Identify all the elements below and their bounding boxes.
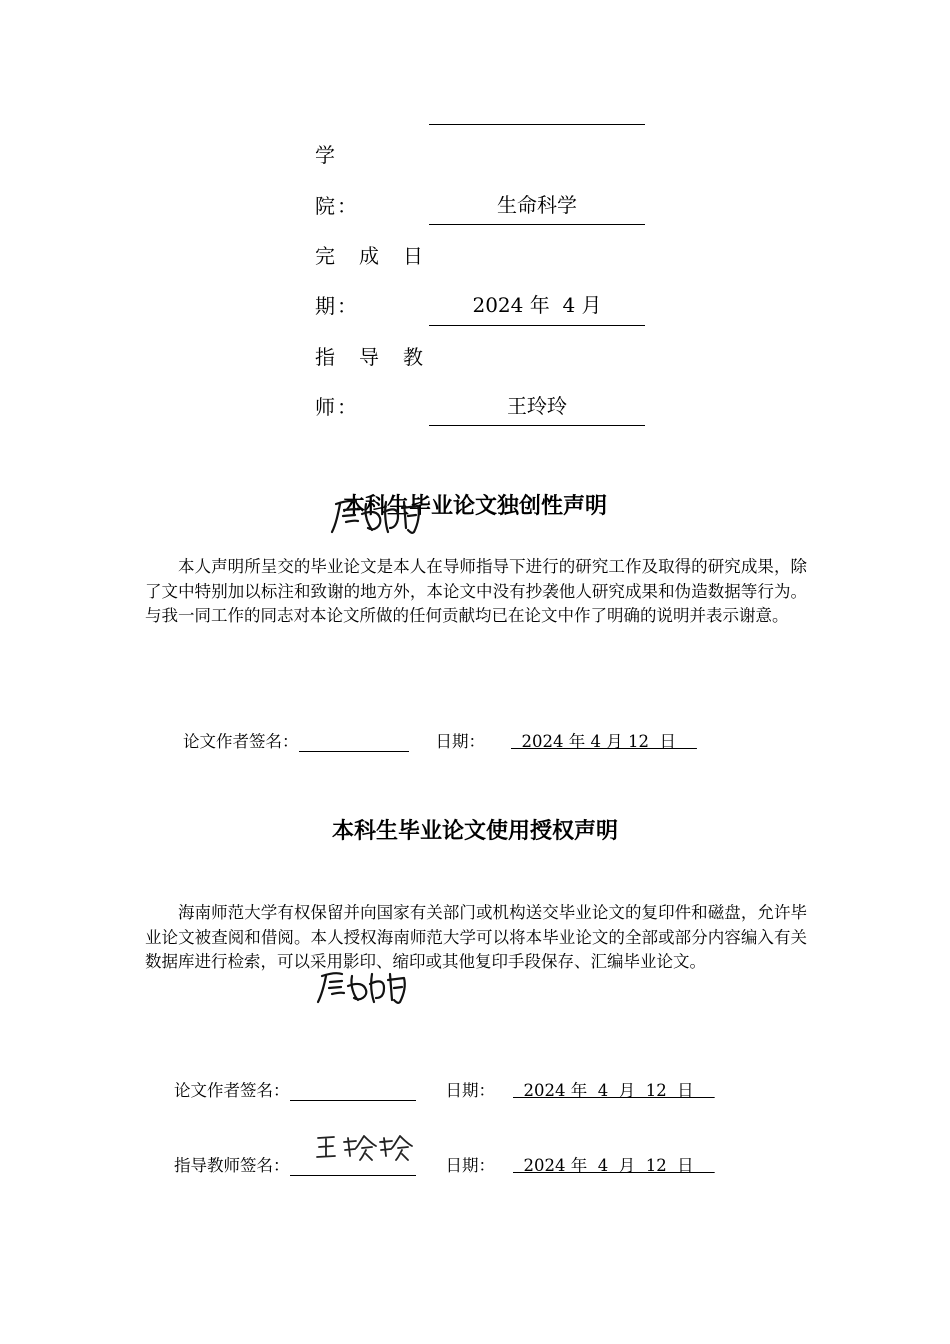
completion-date-label-line2: 期： <box>315 294 359 318</box>
advisor-underline <box>429 425 645 426</box>
authorization-advisor-row <box>174 1152 715 1176</box>
advisor-label-line1: 指 导 教 <box>315 345 425 369</box>
advisor-label-line2: 师： <box>315 395 359 419</box>
authorization-author-date-value: 2024 年 4 月 12 日 <box>513 1081 715 1100</box>
originality-author-sign-label: 论文作者签名： <box>183 732 299 751</box>
authorization-body: 海南师范大学有权保留并向国家有关部门或机构送交毕业论文的复印件和磁盘，允许毕业论文被查阅和借阅。本人授权海南师范大学可以将本毕业论文的全部或部分内容编入有关数据库进行检索，可以采用影印、缩印或其他复印手段保存、汇编毕业论文。 <box>145 903 807 971</box>
authorization-author-date-label: 日期： <box>445 1081 495 1100</box>
author-signature-2 <box>316 966 412 1008</box>
authorization-advisor-sign-line <box>290 1157 416 1176</box>
authorization-advisor-date-label: 日期： <box>445 1156 495 1175</box>
authorization-author-sign-line <box>290 1082 416 1101</box>
authorization-title: 本科生毕业论文使用授权声明 <box>331 819 618 844</box>
originality-date-value: 2024 年 4 月 12 日 <box>511 732 697 751</box>
college-label-line1: 学 <box>315 143 337 167</box>
authorization-advisor-sign-label: 指导教师签名： <box>174 1156 290 1175</box>
college-label-line2: 院： <box>315 194 359 218</box>
authorization-author-sign-label: 论文作者签名： <box>174 1081 290 1100</box>
college-value: 生命科学 <box>497 193 577 217</box>
author-signature-1 <box>328 494 428 538</box>
completion-date-underline <box>429 325 645 326</box>
authorization-advisor-date-value: 2024 年 4 月 12 日 <box>513 1156 715 1175</box>
authorization-author-row <box>174 1077 715 1101</box>
advisor-value: 王玲玲 <box>507 394 567 418</box>
originality-signature-row <box>183 728 697 752</box>
completion-date-value: 2024 年 4 月 <box>472 293 602 317</box>
completion-date-label-line1: 完 成 日 <box>315 244 425 268</box>
originality-title: 本科生毕业论文独创性声明 <box>342 494 607 519</box>
originality-author-sign-line <box>299 733 409 752</box>
originality-date-label: 日期： <box>435 732 485 751</box>
college-underline <box>429 224 645 225</box>
originality-body: 本人声明所呈交的毕业论文是本人在导师指导下进行的研究工作及取得的研究成果，除了文中特别加以标注和致谢的地方外，本论文中没有抄袭他人研究成果和伪造数据等行为。与我一同工作的同志对本论文所做的任何贡献均已在论文中作了明确的说明并表示谢意。 <box>145 557 807 625</box>
field-underline-top <box>429 124 645 125</box>
